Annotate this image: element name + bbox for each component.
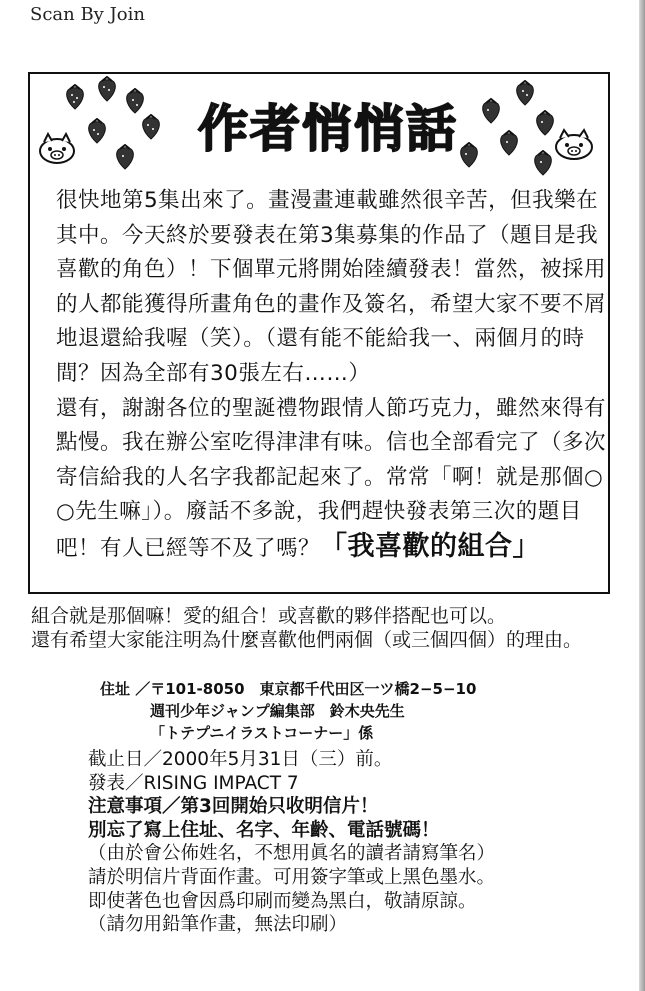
strawberry-icon	[64, 84, 86, 110]
address-line: 週刊少年ジャンプ編集部 鈴木央先生	[150, 702, 405, 720]
rule-line: （請勿用鉛筆作畫，無法印刷）	[88, 914, 348, 936]
message-line: 地退還給我喔（笑）。（還有能不能給我一、兩個月的時	[56, 326, 585, 352]
scan-edge	[639, 0, 645, 991]
strawberry-icon	[96, 76, 118, 102]
rule-line: 別忘了寫上住址、名字、年齡、電話號碼！	[88, 819, 440, 841]
pig-face-icon	[552, 128, 596, 162]
strawberry-icon	[124, 88, 146, 114]
strawberry-icon	[140, 114, 162, 140]
theme-note	[31, 604, 631, 652]
message-line	[56, 530, 586, 567]
message-line: 很快地第5集出來了。畫漫畫連載雖然很辛苦，但我樂在	[56, 188, 599, 213]
strawberry-icon	[480, 98, 502, 124]
message-line: 的人都能獲得所畫角色的畫作及簽名，希望大家不要不屑	[56, 291, 607, 317]
rule-line: 截止日／2000年5月31日（三）前。	[88, 749, 393, 770]
scan-credit: Scan By Join	[30, 4, 145, 25]
header-banner	[28, 74, 610, 184]
theme-highlight: 「我喜歡的組合」	[320, 530, 541, 562]
note-line: 還有希望大家能注明為什麼喜歡他們兩個（或三個四個）的理由。	[31, 629, 583, 651]
strawberry-icon	[114, 144, 136, 170]
message-line: 喜歡的角色）！下個單元將開始陸續發表！當然，被採用	[56, 257, 607, 283]
address-line: 「トテプニイラストコーナー」係	[150, 724, 374, 742]
rule-line: 注意事項／第3回開始只收明信片！	[88, 796, 379, 818]
strawberry-icon	[86, 118, 108, 144]
message-line: 其中。今天終於要發表在第3集募集的作品了（題目是我	[56, 222, 599, 248]
rule-line: 請於明信片背面作畫。可用簽字筆或上黑色墨水。	[88, 866, 496, 888]
message-line-prefix: 吧！有人已經等不及了嗎？	[56, 535, 321, 561]
submission-rules	[88, 748, 548, 937]
address-line: 住址 ／〒101-8050 東京都千代田区一ツ橋2−5−10	[100, 680, 477, 698]
strawberry-icon	[458, 142, 480, 168]
message-line: ○先生嘛」）。廢話不多說，我們趕快發表第三次的題目	[56, 499, 582, 525]
strawberry-icon	[532, 150, 554, 176]
message-line: 寄信給我的人名字我都記起來了。常常「啊！就是那個○	[56, 464, 604, 490]
page-title: 作者悄悄話	[198, 99, 458, 158]
rule-line: 發表／RISING IMPACT 7	[88, 772, 299, 794]
mailing-address	[100, 678, 520, 744]
rule-line: （由於會公佈姓名，不想用眞名的讀者請寫筆名）	[88, 843, 496, 865]
message-line: 間？因為全部有30張左右……）	[56, 360, 371, 386]
rule-line: 即使著色也會因爲印刷而變為黑白，敬請原諒。	[88, 890, 477, 912]
strawberry-icon	[498, 130, 520, 156]
pig-face-icon	[36, 132, 78, 166]
message-line: 還有，謝謝各位的聖誕禮物跟情人節巧克力，雖然來得有	[56, 395, 607, 421]
note-line: 組合就是那個嘛！愛的組合！或喜歡的夥伴搭配也可以。	[31, 605, 507, 627]
author-message	[56, 184, 607, 567]
strawberry-icon	[514, 80, 536, 106]
message-line: 點慢。我在辦公室吃得津津有味。信也全部看完了（多次	[56, 430, 607, 456]
